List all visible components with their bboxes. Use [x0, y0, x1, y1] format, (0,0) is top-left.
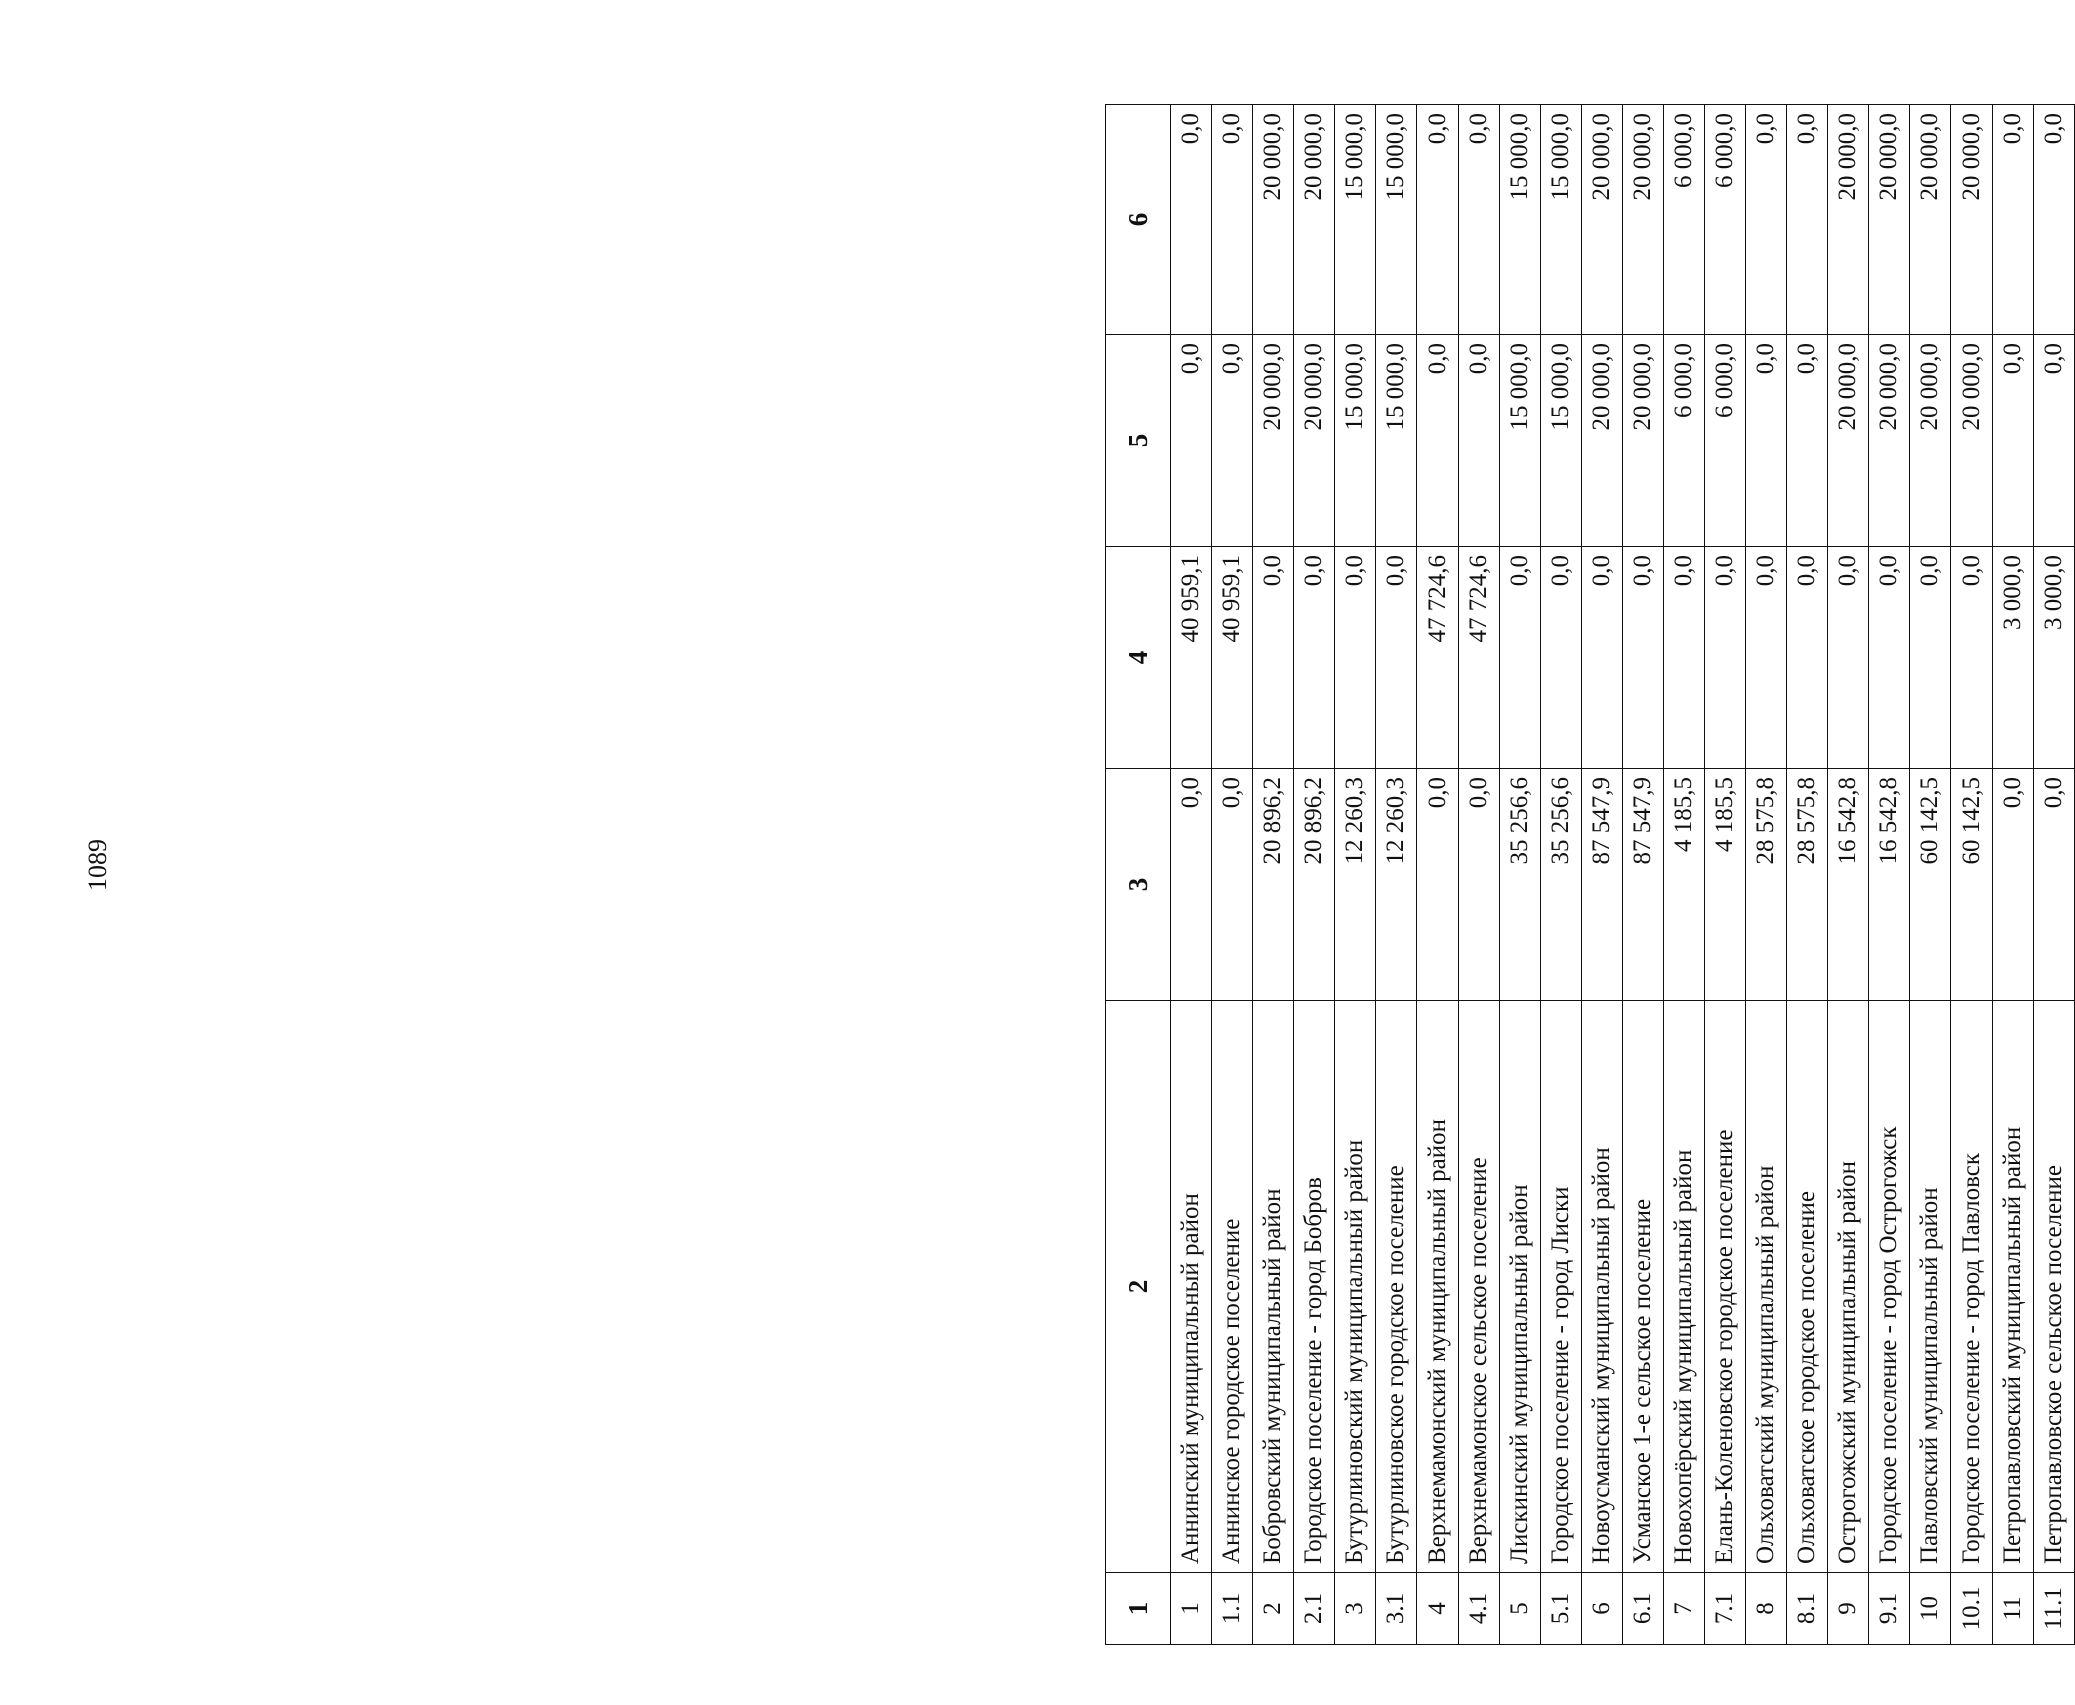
- value-col-6: 0,0: [1746, 105, 1787, 335]
- value-col-5: 20 000,0: [1869, 335, 1910, 547]
- row-index: 7: [1663, 1573, 1704, 1645]
- header-row: [1106, 105, 1171, 1645]
- municipality-name: Городское поселение - город Острогожск: [1869, 1001, 1910, 1573]
- value-col-3: 87 547,9: [1622, 769, 1663, 1001]
- value-col-5: 15 000,0: [1335, 335, 1376, 547]
- row-index: 1: [1171, 1573, 1212, 1645]
- row-index: 9.1: [1869, 1573, 1910, 1645]
- value-col-5: 20 000,0: [1828, 335, 1869, 547]
- municipality-name: Бутурлиновский муниципальный район: [1335, 1001, 1376, 1573]
- value-col-5: 20 000,0: [1294, 335, 1335, 547]
- column-header: 2: [1106, 1001, 1171, 1573]
- municipality-name: Ольховатское городское поселение: [1787, 1001, 1828, 1573]
- value-col-5: 20 000,0: [1951, 335, 1992, 547]
- table-row: [1869, 105, 1910, 1645]
- row-index: 2: [1253, 1573, 1294, 1645]
- value-col-6: 0,0: [1458, 105, 1499, 335]
- value-col-4: 0,0: [1335, 547, 1376, 769]
- value-col-6: 20 000,0: [1581, 105, 1622, 335]
- value-col-3: 4 185,5: [1705, 769, 1746, 1001]
- value-col-4: 0,0: [1253, 547, 1294, 769]
- value-col-3: 16 542,8: [1828, 769, 1869, 1001]
- value-col-4: 47 724,6: [1417, 547, 1458, 769]
- row-index: 4.1: [1458, 1573, 1499, 1645]
- table-row: [1746, 105, 1787, 1645]
- municipality-name: Аннинское городское поселение: [1212, 1001, 1253, 1573]
- table-row: [1335, 105, 1376, 1645]
- column-header: 3: [1106, 769, 1171, 1001]
- value-col-6: 6 000,0: [1663, 105, 1704, 335]
- table-row: [1253, 105, 1294, 1645]
- value-col-3: 0,0: [1458, 769, 1499, 1001]
- table-row: [1951, 105, 1992, 1645]
- table-row: [1581, 105, 1622, 1645]
- row-index: 11.1: [2033, 1573, 2074, 1645]
- value-col-5: 0,0: [2033, 335, 2074, 547]
- table-row: [1212, 105, 1253, 1645]
- municipality-name: Верхнемамонское сельское поселение: [1458, 1001, 1499, 1573]
- value-col-5: 6 000,0: [1663, 335, 1704, 547]
- value-col-5: 15 000,0: [1499, 335, 1540, 547]
- row-index: 10.1: [1951, 1573, 1992, 1645]
- value-col-3: 60 142,5: [1910, 769, 1951, 1001]
- value-col-5: 0,0: [1787, 335, 1828, 547]
- municipality-name: Городское поселение - город Павловск: [1951, 1001, 1992, 1573]
- data-table: [1105, 104, 2075, 1645]
- municipality-name: Городское поселение - город Лиски: [1540, 1001, 1581, 1573]
- table-row: [1828, 105, 1869, 1645]
- value-col-6: 20 000,0: [1253, 105, 1294, 335]
- row-index: 8: [1746, 1573, 1787, 1645]
- value-col-6: 15 000,0: [1499, 105, 1540, 335]
- value-col-5: 20 000,0: [1253, 335, 1294, 547]
- value-col-4: 0,0: [1951, 547, 1992, 769]
- municipality-name: Ольховатский муниципальный район: [1746, 1001, 1787, 1573]
- row-index: 3.1: [1376, 1573, 1417, 1645]
- value-col-3: 0,0: [1171, 769, 1212, 1001]
- municipality-name: Лискинский муниципальный район: [1499, 1001, 1540, 1573]
- value-col-6: 0,0: [1171, 105, 1212, 335]
- value-col-6: 15 000,0: [1335, 105, 1376, 335]
- value-col-3: 20 896,2: [1294, 769, 1335, 1001]
- value-col-4: 0,0: [1787, 547, 1828, 769]
- municipality-name: Бобровский муниципальный район: [1253, 1001, 1294, 1573]
- value-col-5: 0,0: [1992, 335, 2033, 547]
- table-row: [1787, 105, 1828, 1645]
- value-col-3: 0,0: [2033, 769, 2074, 1001]
- value-col-4: 0,0: [1663, 547, 1704, 769]
- value-col-6: 20 000,0: [1828, 105, 1869, 335]
- value-col-4: 0,0: [1746, 547, 1787, 769]
- value-col-3: 28 575,8: [1746, 769, 1787, 1001]
- value-col-6: 15 000,0: [1376, 105, 1417, 335]
- value-col-6: 20 000,0: [1951, 105, 1992, 335]
- table-row: [1992, 105, 2033, 1645]
- value-col-3: 12 260,3: [1376, 769, 1417, 1001]
- row-index: 8.1: [1787, 1573, 1828, 1645]
- value-col-6: 0,0: [1212, 105, 1253, 335]
- row-index: 3: [1335, 1573, 1376, 1645]
- municipality-name: Елань-Коленовское городское поселение: [1705, 1001, 1746, 1573]
- municipality-name: Усманское 1-е сельское поселение: [1622, 1001, 1663, 1573]
- row-index: 5.1: [1540, 1573, 1581, 1645]
- municipality-name: Аннинский муниципальный район: [1171, 1001, 1212, 1573]
- value-col-4: 0,0: [1910, 547, 1951, 769]
- value-col-4: 0,0: [1622, 547, 1663, 769]
- value-col-3: 60 142,5: [1951, 769, 1992, 1001]
- row-index: 1.1: [1212, 1573, 1253, 1645]
- column-header: 1: [1106, 1573, 1171, 1645]
- value-col-4: 0,0: [1869, 547, 1910, 769]
- value-col-3: 28 575,8: [1787, 769, 1828, 1001]
- value-col-5: 15 000,0: [1540, 335, 1581, 547]
- value-col-5: 15 000,0: [1376, 335, 1417, 547]
- municipality-name: Петропавловское сельское поселение: [2033, 1001, 2074, 1573]
- value-col-6: 20 000,0: [1869, 105, 1910, 335]
- value-col-3: 12 260,3: [1335, 769, 1376, 1001]
- row-index: 2.1: [1294, 1573, 1335, 1645]
- table-row: [1622, 105, 1663, 1645]
- rotated-table-wrapper: [1105, 105, 2075, 1645]
- value-col-5: 0,0: [1417, 335, 1458, 547]
- table-row: [1663, 105, 1704, 1645]
- value-col-3: 4 185,5: [1663, 769, 1704, 1001]
- value-col-3: 16 542,8: [1869, 769, 1910, 1001]
- value-col-4: 3 000,0: [1992, 547, 2033, 769]
- value-col-5: 20 000,0: [1622, 335, 1663, 547]
- value-col-5: 0,0: [1212, 335, 1253, 547]
- value-col-3: 35 256,6: [1540, 769, 1581, 1001]
- row-index: 5: [1499, 1573, 1540, 1645]
- table-row: [1417, 105, 1458, 1645]
- municipality-name: Павловский муниципальный район: [1910, 1001, 1951, 1573]
- table-row: [1376, 105, 1417, 1645]
- row-index: 7.1: [1705, 1573, 1746, 1645]
- municipality-name: Городское поселение - город Бобров: [1294, 1001, 1335, 1573]
- value-col-6: 0,0: [2033, 105, 2074, 335]
- table-row: [1171, 105, 1212, 1645]
- column-header: 6: [1106, 105, 1171, 335]
- municipality-name: Бутурлиновское городское поселение: [1376, 1001, 1417, 1573]
- value-col-6: 6 000,0: [1705, 105, 1746, 335]
- municipality-name: Новохопёрский муниципальный район: [1663, 1001, 1704, 1573]
- row-index: 6.1: [1622, 1573, 1663, 1645]
- row-index: 4: [1417, 1573, 1458, 1645]
- value-col-4: 0,0: [1294, 547, 1335, 769]
- value-col-5: 0,0: [1458, 335, 1499, 547]
- row-index: 9: [1828, 1573, 1869, 1645]
- value-col-6: 0,0: [1787, 105, 1828, 335]
- value-col-6: 0,0: [1992, 105, 2033, 335]
- value-col-3: 35 256,6: [1499, 769, 1540, 1001]
- table-row: [1294, 105, 1335, 1645]
- table-row: [1458, 105, 1499, 1645]
- value-col-6: 0,0: [1417, 105, 1458, 335]
- row-index: 6: [1581, 1573, 1622, 1645]
- municipality-name: Острогожский муниципальный район: [1828, 1001, 1869, 1573]
- value-col-3: 0,0: [1992, 769, 2033, 1001]
- value-col-4: 0,0: [1581, 547, 1622, 769]
- value-col-3: 20 896,2: [1253, 769, 1294, 1001]
- row-index: 10: [1910, 1573, 1951, 1645]
- municipality-name: Петропавловский муниципальный район: [1992, 1001, 2033, 1573]
- value-col-4: 40 959,1: [1212, 547, 1253, 769]
- value-col-5: 0,0: [1171, 335, 1212, 547]
- value-col-3: 87 547,9: [1581, 769, 1622, 1001]
- value-col-4: 0,0: [1705, 547, 1746, 769]
- value-col-4: 3 000,0: [2033, 547, 2074, 769]
- value-col-3: 0,0: [1212, 769, 1253, 1001]
- value-col-4: 0,0: [1376, 547, 1417, 769]
- column-header: 4: [1106, 547, 1171, 769]
- value-col-6: 20 000,0: [1622, 105, 1663, 335]
- value-col-6: 20 000,0: [1910, 105, 1951, 335]
- table-row: [1540, 105, 1581, 1645]
- value-col-4: 40 959,1: [1171, 547, 1212, 769]
- value-col-4: 0,0: [1828, 547, 1869, 769]
- row-index: 11: [1992, 1573, 2033, 1645]
- municipality-name: Верхнемамонский муниципальный район: [1417, 1001, 1458, 1573]
- column-header: 5: [1106, 335, 1171, 547]
- table-row: [1705, 105, 1746, 1645]
- municipality-name: Новоусманский муниципальный район: [1581, 1001, 1622, 1573]
- value-col-4: 47 724,6: [1458, 547, 1499, 769]
- value-col-6: 20 000,0: [1294, 105, 1335, 335]
- value-col-6: 15 000,0: [1540, 105, 1581, 335]
- value-col-4: 0,0: [1540, 547, 1581, 769]
- value-col-4: 0,0: [1499, 547, 1540, 769]
- value-col-5: 6 000,0: [1705, 335, 1746, 547]
- value-col-5: 20 000,0: [1581, 335, 1622, 547]
- table-row: [2033, 105, 2074, 1645]
- value-col-3: 0,0: [1417, 769, 1458, 1001]
- page-number: 1089: [83, 839, 112, 891]
- table-row: [1499, 105, 1540, 1645]
- value-col-5: 20 000,0: [1910, 335, 1951, 547]
- value-col-5: 0,0: [1746, 335, 1787, 547]
- table-row: [1910, 105, 1951, 1645]
